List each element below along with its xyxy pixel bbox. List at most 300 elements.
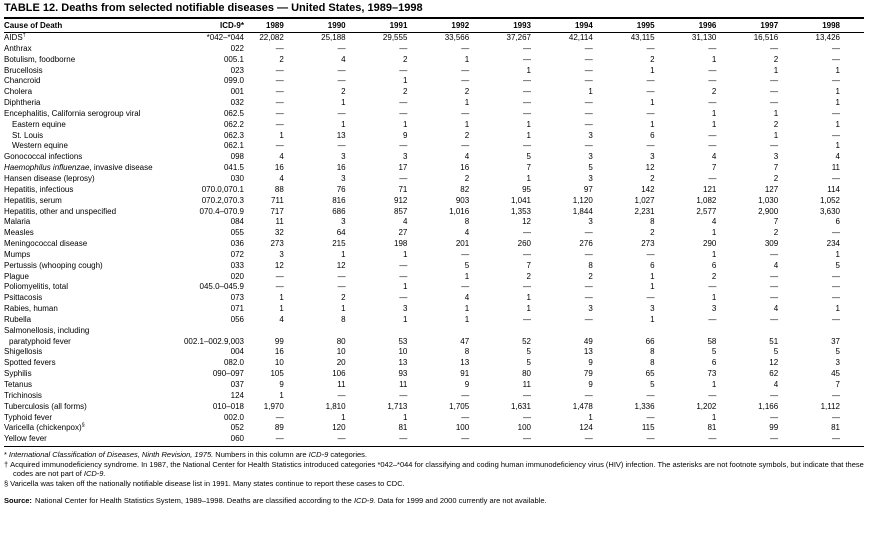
value-cell: 201 bbox=[455, 239, 470, 249]
value-cell: 1,041 bbox=[510, 195, 531, 205]
value-cell: 1,027 bbox=[634, 195, 655, 205]
value-cell: 1 bbox=[526, 304, 531, 314]
value-cell: — bbox=[522, 87, 531, 97]
column-header: Cause of Death bbox=[4, 19, 180, 33]
value-cell: — bbox=[584, 293, 593, 303]
value-cell: 1 bbox=[588, 412, 593, 422]
value-cell: 1 bbox=[650, 98, 655, 108]
table-row bbox=[4, 304, 864, 315]
cause-cell: Hansen disease (leprosy) bbox=[4, 173, 95, 183]
table-row bbox=[4, 98, 864, 109]
value-cell: 198 bbox=[394, 239, 408, 249]
footnote: § Varicella was taken off the nationally notifiable disease list in 1991. Many states continue to report these cases to CDC. bbox=[4, 478, 405, 488]
icd-code-cell: 099.0 bbox=[223, 76, 244, 86]
value-cell: — bbox=[708, 98, 717, 108]
icd-code-cell: 055 bbox=[230, 228, 244, 238]
value-cell: — bbox=[617, 434, 679, 446]
value-cell: — bbox=[555, 434, 617, 446]
value-cell: — bbox=[584, 43, 593, 53]
value-cell: 124 bbox=[579, 423, 593, 433]
value-cell: 1,478 bbox=[572, 401, 593, 411]
value-cell: 16 bbox=[274, 163, 284, 173]
value-cell: — bbox=[337, 43, 346, 53]
value-cell: 3 bbox=[711, 304, 717, 314]
value-cell: 3 bbox=[773, 152, 779, 162]
value-cell: 114 bbox=[827, 184, 840, 194]
table-row bbox=[4, 44, 864, 55]
value-cell: 6 bbox=[650, 260, 655, 270]
value-cell: 4 bbox=[773, 380, 779, 389]
value-cell: 2,577 bbox=[696, 206, 717, 216]
value-cell: — bbox=[832, 390, 840, 400]
value-cell: — bbox=[770, 271, 779, 281]
footnote: * International Classification of Diseases, Ninth Revision, 1975. Numbers in this column are ICD-9 categories. bbox=[4, 450, 368, 460]
value-cell: — bbox=[584, 249, 593, 259]
value-cell: — bbox=[770, 249, 779, 259]
cause-cell: Tuberculosis (all forms) bbox=[4, 401, 87, 411]
column-header: 1993 bbox=[493, 19, 555, 33]
value-cell: — bbox=[399, 271, 408, 281]
value-cell: 1,016 bbox=[449, 206, 470, 216]
value-cell: 6 bbox=[835, 217, 840, 227]
cause-cell: Gonococcal infections bbox=[4, 152, 83, 162]
value-cell: 5 bbox=[650, 380, 655, 389]
value-cell: 13 bbox=[336, 130, 346, 140]
icd-code-cell: 084 bbox=[230, 217, 244, 227]
value-cell: — bbox=[770, 282, 779, 292]
value-cell: — bbox=[275, 108, 284, 118]
value-cell: — bbox=[832, 412, 840, 422]
value-cell: 73 bbox=[707, 369, 717, 379]
value-cell: 2 bbox=[773, 119, 779, 129]
icd-code-cell: 098 bbox=[230, 152, 244, 162]
value-cell: 115 bbox=[641, 423, 655, 433]
value-cell: — bbox=[522, 54, 531, 64]
value-cell: 2 bbox=[526, 271, 531, 281]
value-cell: — bbox=[584, 228, 593, 238]
value-cell: — bbox=[522, 108, 531, 118]
value-cell: 857 bbox=[394, 206, 408, 216]
icd-code-cell: 070.0,070.1 bbox=[201, 184, 244, 194]
value-cell: 91 bbox=[460, 369, 470, 379]
value-cell: 1 bbox=[402, 282, 408, 292]
value-cell: 9 bbox=[402, 130, 408, 140]
value-cell: 1 bbox=[711, 108, 717, 118]
value-cell: 5 bbox=[835, 347, 840, 357]
value-cell: 2,231 bbox=[634, 206, 655, 216]
column-header: 1991 bbox=[370, 19, 432, 33]
cause-cell: Diphtheria bbox=[4, 98, 41, 108]
table-row bbox=[4, 423, 864, 434]
value-cell: 81 bbox=[398, 423, 408, 433]
value-cell: 97 bbox=[583, 184, 593, 194]
cause-cell: Botulism, foodborne bbox=[4, 54, 76, 64]
icd-code-cell: 041.5 bbox=[223, 163, 244, 173]
value-cell: 1 bbox=[711, 293, 717, 303]
value-cell: 1 bbox=[464, 119, 470, 129]
cause-cell: Haemophilus influenzae, invasive disease bbox=[4, 163, 153, 173]
value-cell: 9 bbox=[279, 380, 284, 389]
icd-code-cell: 002.0 bbox=[223, 412, 244, 422]
value-cell: — bbox=[584, 54, 593, 64]
value-cell: — bbox=[584, 76, 593, 86]
value-cell: — bbox=[832, 271, 840, 281]
column-header: 1995 bbox=[617, 19, 679, 33]
value-cell: 276 bbox=[579, 239, 593, 249]
value-cell: — bbox=[493, 434, 555, 446]
value-cell: — bbox=[461, 390, 470, 400]
value-cell: — bbox=[832, 173, 840, 183]
cause-cell: Trichinosis bbox=[4, 390, 42, 400]
table-row bbox=[4, 391, 864, 402]
value-cell: 80 bbox=[336, 336, 346, 346]
value-cell: — bbox=[832, 54, 840, 64]
value-cell: 1 bbox=[835, 141, 840, 151]
table-row bbox=[4, 239, 864, 250]
value-cell: 2 bbox=[402, 54, 408, 64]
cause-cell: Typhoid fever bbox=[4, 412, 53, 422]
value-cell: 2 bbox=[773, 54, 779, 64]
icd-code-cell: 005.1 bbox=[223, 54, 244, 64]
table-row bbox=[4, 109, 864, 120]
column-header: 1997 bbox=[740, 19, 802, 33]
value-cell: 1 bbox=[279, 130, 284, 140]
cause-cell: Rubella bbox=[4, 314, 32, 324]
value-cell: 82 bbox=[460, 184, 470, 194]
icd-code-cell: 023 bbox=[230, 65, 244, 75]
cause-cell: Syphilis bbox=[4, 369, 32, 379]
value-cell: — bbox=[337, 65, 346, 75]
column-header: 1992 bbox=[431, 19, 493, 33]
cause-cell: Anthrax bbox=[4, 43, 32, 53]
value-cell: 2 bbox=[650, 54, 655, 64]
value-cell: 106 bbox=[332, 369, 346, 379]
value-cell: 1 bbox=[650, 271, 655, 281]
value-cell: 12 bbox=[274, 260, 284, 270]
value-cell: — bbox=[275, 141, 284, 151]
value-cell: 1 bbox=[402, 412, 408, 422]
value-cell: — bbox=[275, 271, 284, 281]
value-cell: 16,516 bbox=[753, 33, 779, 42]
cause-cell: Hepatitis, serum bbox=[4, 195, 62, 205]
footnote-marker: § bbox=[4, 478, 9, 488]
value-cell: 10 bbox=[398, 347, 408, 357]
value-cell: — bbox=[708, 173, 717, 183]
value-cell: 4 bbox=[279, 173, 284, 183]
value-cell: — bbox=[399, 293, 408, 303]
table-row bbox=[4, 402, 864, 413]
value-cell: — bbox=[522, 228, 531, 238]
table-row bbox=[4, 250, 864, 261]
value-cell: 22,082 bbox=[259, 33, 284, 42]
value-cell: 3,630 bbox=[819, 206, 840, 216]
value-cell: 2 bbox=[773, 228, 779, 238]
value-cell: — bbox=[337, 282, 346, 292]
value-cell: 1 bbox=[402, 76, 408, 86]
table-row bbox=[4, 434, 864, 446]
value-cell: 47 bbox=[460, 336, 470, 346]
value-cell: — bbox=[461, 249, 470, 259]
value-cell: 53 bbox=[398, 336, 408, 346]
value-cell: — bbox=[770, 412, 779, 422]
value-cell: 3 bbox=[650, 304, 655, 314]
value-cell: 912 bbox=[394, 195, 408, 205]
value-cell: 1 bbox=[711, 228, 717, 238]
value-cell: 71 bbox=[398, 184, 408, 194]
value-cell: — bbox=[679, 434, 741, 446]
value-cell: 5 bbox=[526, 358, 531, 368]
value-cell: — bbox=[832, 130, 840, 140]
value-cell: 12 bbox=[645, 163, 655, 173]
value-cell: 2 bbox=[464, 173, 470, 183]
icd-code-cell: 033 bbox=[230, 260, 244, 270]
value-cell: — bbox=[275, 98, 284, 108]
value-cell: 3 bbox=[588, 304, 593, 314]
value-cell: 7 bbox=[773, 163, 779, 173]
value-cell: — bbox=[399, 65, 408, 75]
value-cell: 45 bbox=[831, 369, 840, 379]
value-cell: — bbox=[646, 87, 655, 97]
value-cell: — bbox=[708, 282, 717, 292]
value-cell: 10 bbox=[336, 347, 346, 357]
value-cell: 1 bbox=[835, 87, 840, 97]
value-cell: 2 bbox=[650, 228, 655, 238]
value-cell: 7 bbox=[711, 163, 717, 173]
value-cell: 1 bbox=[650, 119, 655, 129]
value-cell: 64 bbox=[336, 228, 346, 238]
value-cell: — bbox=[275, 76, 284, 86]
source-line: Source: National Center for Health Statistics System, 1989–1998. Deaths are classified according to the ICD-9. Data for 1999 and 2000 currently are not available. bbox=[4, 496, 547, 506]
value-cell: — bbox=[708, 141, 717, 151]
value-cell: 1,844 bbox=[572, 206, 593, 216]
value-cell: 80 bbox=[522, 369, 531, 379]
value-cell: — bbox=[337, 108, 346, 118]
footnote-marker: † bbox=[4, 459, 9, 469]
table-row bbox=[4, 141, 864, 152]
icd-code-cell: 004 bbox=[230, 347, 244, 357]
value-cell: 121 bbox=[703, 184, 717, 194]
value-cell: — bbox=[522, 412, 531, 422]
value-cell: 8 bbox=[341, 314, 346, 324]
value-cell: 25,188 bbox=[321, 33, 346, 42]
value-cell: 42,114 bbox=[568, 33, 593, 42]
cause-cell: Eastern equine bbox=[12, 119, 66, 129]
value-cell: — bbox=[832, 293, 840, 303]
value-cell: 1 bbox=[464, 314, 470, 324]
value-cell: 1 bbox=[279, 304, 284, 314]
value-cell: 8 bbox=[650, 217, 655, 227]
value-cell: — bbox=[337, 390, 346, 400]
value-cell: — bbox=[522, 282, 531, 292]
value-cell: 1,202 bbox=[696, 401, 717, 411]
value-cell: 142 bbox=[641, 184, 655, 194]
value-cell: 1 bbox=[711, 54, 717, 64]
value-cell: 105 bbox=[270, 369, 284, 379]
value-cell: 1,052 bbox=[819, 195, 840, 205]
table-row bbox=[4, 315, 864, 326]
table-title: TABLE 12. Deaths from selected notifiable diseases — United States, 1989–1998 bbox=[4, 2, 864, 19]
value-cell: 3 bbox=[588, 130, 593, 140]
value-cell: 9 bbox=[588, 380, 593, 389]
icd-code-cell: 060 bbox=[180, 434, 246, 446]
table-row bbox=[4, 282, 864, 293]
value-cell: — bbox=[770, 87, 779, 97]
value-cell: 2 bbox=[650, 173, 655, 183]
value-cell: 49 bbox=[583, 336, 593, 346]
value-cell: 12 bbox=[336, 260, 346, 270]
value-cell: 11 bbox=[337, 380, 346, 389]
value-cell: 1 bbox=[464, 54, 470, 64]
icd-code-cell: 022 bbox=[230, 43, 244, 53]
value-cell: — bbox=[522, 249, 531, 259]
value-cell: 88 bbox=[274, 184, 284, 194]
value-cell: — bbox=[584, 282, 593, 292]
value-cell: 2 bbox=[402, 87, 408, 97]
value-cell: — bbox=[832, 76, 840, 86]
value-cell: — bbox=[646, 76, 655, 86]
value-cell: 3 bbox=[341, 173, 346, 183]
value-cell: — bbox=[275, 43, 284, 53]
table-row bbox=[4, 347, 864, 358]
value-cell: 1,030 bbox=[758, 195, 779, 205]
value-cell: 2 bbox=[341, 293, 346, 303]
value-cell: 66 bbox=[645, 336, 655, 346]
value-cell: 2 bbox=[464, 130, 470, 140]
value-cell: 1 bbox=[341, 119, 346, 129]
cause-cell: Varicella (chickenpox)§ bbox=[4, 422, 85, 433]
value-cell: 5 bbox=[835, 260, 840, 270]
footnote-marker: * bbox=[4, 450, 7, 460]
table-row bbox=[4, 369, 864, 380]
value-cell: 234 bbox=[826, 239, 840, 249]
icd-code-cell: 090–097 bbox=[212, 369, 244, 379]
value-cell: 4 bbox=[711, 217, 717, 227]
value-cell: — bbox=[584, 390, 593, 400]
value-cell: 1 bbox=[650, 282, 655, 292]
table-row bbox=[4, 131, 864, 142]
footnotes bbox=[4, 450, 864, 488]
value-cell: 7 bbox=[773, 217, 779, 227]
header-row bbox=[4, 19, 864, 33]
value-cell: 9 bbox=[464, 380, 470, 389]
value-cell: — bbox=[337, 271, 346, 281]
value-cell: 1,166 bbox=[758, 401, 779, 411]
cause-cell: Pertussis (whooping cough) bbox=[4, 260, 103, 270]
value-cell: — bbox=[832, 43, 840, 53]
value-cell: 1 bbox=[341, 98, 346, 108]
value-cell: — bbox=[770, 43, 779, 53]
value-cell: 32 bbox=[274, 228, 284, 238]
icd-code-cell: 032 bbox=[230, 98, 244, 108]
value-cell: 3 bbox=[279, 249, 284, 259]
value-cell: 1 bbox=[711, 412, 717, 422]
value-cell: 93 bbox=[398, 369, 408, 379]
table-row bbox=[4, 207, 864, 218]
footnote: † Acquired immunodeficiency syndrome. In 1987, the National Center for Health Statistics introduced categories *042–*044 for classifying and coding human immunodeficiency virus (HIV) infection. The asterisks are not footnote symbols, but indicate that these codes are not part of ICD-9. bbox=[4, 459, 864, 479]
column-header: 1989 bbox=[246, 19, 308, 33]
value-cell: 3 bbox=[835, 358, 840, 368]
cause-cell: Plague bbox=[4, 271, 29, 281]
cause-cell: Meningococcal disease bbox=[4, 239, 88, 249]
value-cell: 3 bbox=[588, 152, 593, 162]
value-cell: 1 bbox=[526, 65, 531, 75]
table-head bbox=[4, 19, 864, 33]
value-cell: 33,566 bbox=[444, 33, 470, 42]
value-cell: 62 bbox=[769, 369, 779, 379]
value-cell: 65 bbox=[645, 369, 655, 379]
value-cell: 1 bbox=[835, 304, 840, 314]
value-cell: 100 bbox=[517, 423, 531, 433]
value-cell: — bbox=[584, 314, 593, 324]
value-cell: — bbox=[584, 141, 593, 151]
value-cell: 1 bbox=[402, 314, 408, 324]
value-cell: 3 bbox=[341, 217, 346, 227]
cause-cell: St. Louis bbox=[12, 130, 44, 140]
table-row bbox=[4, 66, 864, 77]
value-cell: 127 bbox=[764, 184, 779, 194]
table-row bbox=[4, 272, 864, 283]
value-cell: — bbox=[646, 141, 655, 151]
value-cell: — bbox=[246, 434, 308, 446]
value-cell: 5 bbox=[526, 347, 531, 357]
icd-code-cell: 071 bbox=[230, 304, 244, 314]
value-cell: 1 bbox=[402, 249, 408, 259]
value-cell: — bbox=[275, 282, 284, 292]
value-cell: 3 bbox=[588, 217, 593, 227]
value-cell: — bbox=[308, 434, 370, 446]
value-cell: 1 bbox=[526, 173, 531, 183]
value-cell: — bbox=[708, 130, 717, 140]
cause-cell: AIDS† bbox=[4, 32, 26, 42]
deaths-table bbox=[4, 19, 864, 447]
value-cell: 4 bbox=[341, 54, 346, 64]
value-cell: 1 bbox=[588, 87, 593, 97]
cause-cell: Brucellosis bbox=[4, 65, 43, 75]
value-cell: 7 bbox=[835, 380, 840, 389]
value-cell: 686 bbox=[332, 206, 346, 216]
value-cell: — bbox=[708, 314, 717, 324]
table-row bbox=[4, 261, 864, 272]
value-cell: 4 bbox=[835, 152, 840, 162]
value-cell: 3 bbox=[588, 173, 593, 183]
value-cell: 2 bbox=[341, 87, 346, 97]
value-cell: 52 bbox=[522, 336, 531, 346]
value-cell: 17 bbox=[398, 163, 408, 173]
icd-code-cell: 056 bbox=[230, 314, 244, 324]
value-cell: 1 bbox=[711, 249, 717, 259]
table-row bbox=[4, 185, 864, 196]
column-header: 1994 bbox=[555, 19, 617, 33]
value-cell: 5 bbox=[526, 152, 531, 162]
value-cell: 1 bbox=[650, 65, 655, 75]
icd-code-cell: 062.1 bbox=[223, 141, 244, 151]
cause-cell: Mumps bbox=[4, 249, 31, 259]
cause-cell: Hepatitis, infectious bbox=[4, 184, 74, 194]
value-cell: — bbox=[708, 390, 717, 400]
value-cell: 81 bbox=[707, 423, 717, 433]
value-cell: 1 bbox=[526, 130, 531, 140]
value-cell: 79 bbox=[583, 369, 593, 379]
value-cell: — bbox=[522, 98, 531, 108]
table-row bbox=[4, 33, 864, 44]
cause-cell: Psittacosis bbox=[4, 293, 43, 303]
value-cell: 37 bbox=[831, 336, 840, 346]
icd-code-cell: 045.0–045.9 bbox=[199, 282, 244, 292]
value-cell: 13 bbox=[583, 347, 593, 357]
value-cell: — bbox=[646, 390, 655, 400]
value-cell: 95 bbox=[522, 184, 531, 194]
value-cell: — bbox=[399, 141, 408, 151]
